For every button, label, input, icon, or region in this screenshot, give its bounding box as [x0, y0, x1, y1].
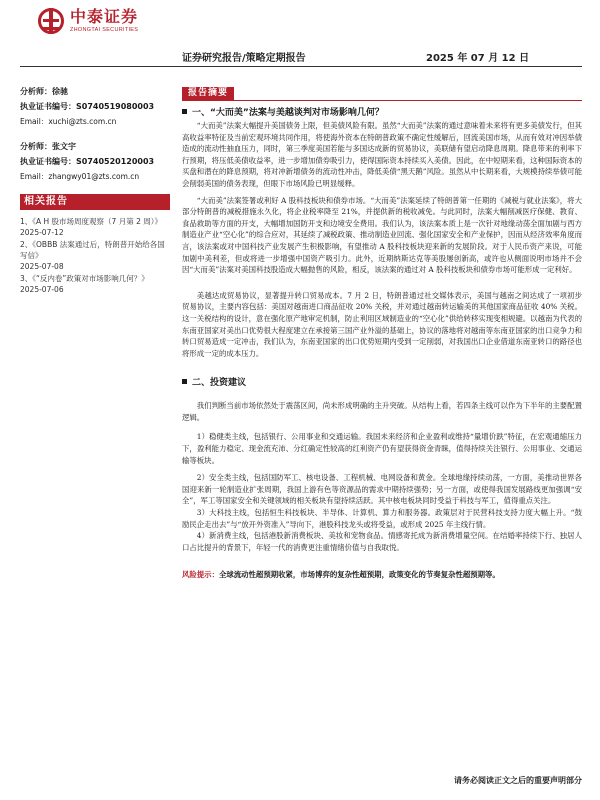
logo-name-cn: 中泰证券	[70, 7, 139, 26]
risk-text: 全球流动性超预期收紧，市场博弈的复杂性超预期，政策变化的节奏复杂性超预期等。	[218, 570, 500, 580]
analyst-name: 徐驰	[52, 87, 68, 96]
cert-label: 执业证书编号：	[20, 157, 76, 166]
related-report-title: 1、《A H 股市场周度观察（7 月第 2 周）》	[20, 217, 163, 226]
report-summary	[182, 80, 582, 581]
analyst-role-label: 分析师：	[20, 87, 52, 96]
paragraph-us-vietnam-trade: 美越达成贸易协议，显著提升转口贸易成本。7 月 2 日，特朗普通过社交媒体表示，美国与越南之间达成了一项初步贸易协议，主要内容包括：美国对越南进口商品征收 20% 关税，并对通过越南转运输美的其他国家商品征收 40% 关税。这一关税结构的设计，意在强化原产地审定机制，防止利用区域制造业的“空心化”供给转移实现变相规避。以越南为代表的东南亚国家对美出口优势很大程度建立在承接第三国产业外溢的基础上，协议的落地将对越南等东南亚国家的出口竞争力和转口贸易造成一定冲击，我们认为，东南亚国家的出口优势短期内受到一定削弱，对我国出口企业借道东南亚转口的路径也将形成一定的成本压力。	[182, 290, 582, 358]
paragraph-us-debt: “大而美”法案大幅提升美国债务上限，但美债风险有限。虽然“大而美”法案的通过意味着未来将有更多美债发行，但其高收益率特征及当前宏观环境共同作用，将使海外资本在特朗普政策不确定性缓解后，回流美国市场，从而有效对冲因举债造成的流动性抽血压力，同时，第三季度美国若能与多国达成新的贸易协议，美联储有望启动降息周期。降息带来的利率下行预期，将压低美债收益率，进一步增加债券吸引力，使得国际资本持续买入美债。因此，在中短期来看，这种国际资本的买盘和潜在的降息预期，将对冲新增债务的流动性冲击，降低美债“黑天鹅”风险。虽然从中长期来看，大规模持续举债可能会削弱美国的债务表现，但眼下市场风险已明显缓释。	[182, 121, 582, 188]
bullet-square-icon	[182, 379, 187, 384]
related-reports-heading: 相关报告	[20, 194, 170, 210]
related-reports-list	[20, 216, 170, 295]
section-2-title-text: 二、投资建议	[192, 378, 247, 389]
email-label: Email：	[20, 172, 49, 181]
footer-disclaimer: 请务必阅读正文之后的重要声明部分	[454, 776, 582, 785]
investment-item-1: 1）稳健类主线，包括银行、公用事业和交通运输。我国未来经济和企业盈利或维持“量增价跌”特征，在宏观通缩压力下，盈利能力稳定、现金流充沛、分红确定性较高的红利资产仍有望获得资金青睐，值得持续关注银行、公用事业、交通运输等板块。	[182, 432, 582, 465]
cert-number: S0740520120003	[76, 157, 155, 166]
paragraph-a-share-tech: “大而美”法案签署或利好 A 股科技板块和债券市场。“大而美”法案延续了特朗普第一任期的《减税与就业法案》，将大部分特朗普的减税措施永久化，将企业税率降至 21%，并提供新的税收减免。与此同时，法案大幅削减医疗保健、教育、食品救助等方面的开支，大幅增加国防开支和边境安全费用。我们认为，该法案本质上是一次针对地缘动荡全面加剧与西方制造业产业“空心化”的综合应对，其延续了减税政策、推动制造业回流、强化国家安全和产业保护，因而从经济效率角度而言，该法案或对中国科技产业发展产生积极影响，有望推动 A 股科技板块迎来新的发展阶段。对于人民币资产来说，可能加剧中美利差，但或将进一步增强中国资产吸引力。此外，近期纳斯达克等美股屡创新高，或许也从侧面说明市场并不会因“大而美”法案对美国科技股造成大幅抛售的风险，相反，该法案的通过对 A 股科技板块和债券市场可能形成一定利好。	[182, 195, 582, 275]
analyst-email[interactable]: zhangwy01@zts.com.cn	[48, 172, 140, 181]
report-type: 证券研究报告/策略定期报告	[182, 53, 306, 64]
cert-label: 执业证书编号：	[20, 102, 76, 111]
analyst-email[interactable]: xuchi@zts.com.cn	[48, 117, 117, 126]
summary-tab-label: 报告摘要	[182, 87, 234, 100]
sidebar	[20, 84, 170, 296]
related-report-date: 2025-07-12	[20, 228, 64, 237]
related-report-title: 2、《OBBB 法案通过后，特朗普开始给各国写信》	[20, 240, 165, 260]
paragraph-investment-intro: 我们判断当前市场依然处于震荡区间，尚未形成明确的主升突破。从结构上看，若四条主线可以作为下半年的主要配置逻辑。	[182, 401, 582, 422]
report-date: 2025 年 07 月 12 日	[426, 53, 530, 64]
analyst-name: 张文宇	[52, 142, 76, 151]
zhongtai-logo-icon	[38, 8, 64, 34]
section-1-title-text: 一、“大而美”法案与美越谈判对市场影响几何？	[192, 108, 384, 118]
investment-item-3: 3）大科技主线，包括恒生科技板块、半导体、计算机、算力和服务器。政策层对于民营科技支持力度大幅上升。“鼓励民企走出去”与“放开外资准入”导向下，港股科技龙头或将受益，或形成 2025 年主线行情。	[182, 508, 582, 529]
related-report-date: 2025-07-08	[20, 262, 64, 271]
investment-item-2: 2）安全类主线，包括国防军工、核电设备、工程机械、电网设备和黄金。全球地缘持续动荡，一方面，美推动世界各国迎来新一轮制造业扩张周期，我国上游有色等资源品的需求中期持续强势；另一方面，或使得我国发展路线更加强调“安全”，军工等国家安全和关键领域的相关板块有望持续活跃。其中核电板块同时受益于科技与军工，值得重点关注。	[182, 473, 582, 506]
related-report-item[interactable]	[20, 239, 170, 272]
cert-number: S0740519080003	[76, 102, 155, 111]
risk-label: 风险提示：	[182, 570, 219, 580]
related-report-item[interactable]	[20, 216, 170, 238]
analyst-block-2	[20, 139, 170, 184]
company-logo	[38, 8, 138, 34]
related-report-item[interactable]	[20, 273, 170, 295]
section-2-title	[182, 375, 582, 388]
logo-name-en: ZHONGTAI SECURITIES	[70, 27, 139, 33]
analyst-role-label: 分析师：	[20, 142, 52, 151]
email-label: Email：	[20, 117, 49, 126]
investment-item-4: 4）新消费主线，包括港股新消费板块、美妆和宠物食品。情感寄托成为新消费增量空间。在结婚率持续下行、独居人口占比提升的背景下，年轻一代的消费更注重情绪价值与自我取悦。	[182, 531, 582, 552]
related-report-title: 3、《“反内卷”政策对市场影响几何？》	[20, 274, 149, 283]
summary-divider	[182, 100, 582, 101]
risk-warning	[182, 569, 582, 581]
header-divider	[20, 66, 582, 67]
related-report-date: 2025-07-06	[20, 285, 64, 294]
bullet-square-icon	[182, 109, 187, 114]
section-1-title	[182, 105, 582, 118]
analyst-block-1	[20, 84, 170, 129]
